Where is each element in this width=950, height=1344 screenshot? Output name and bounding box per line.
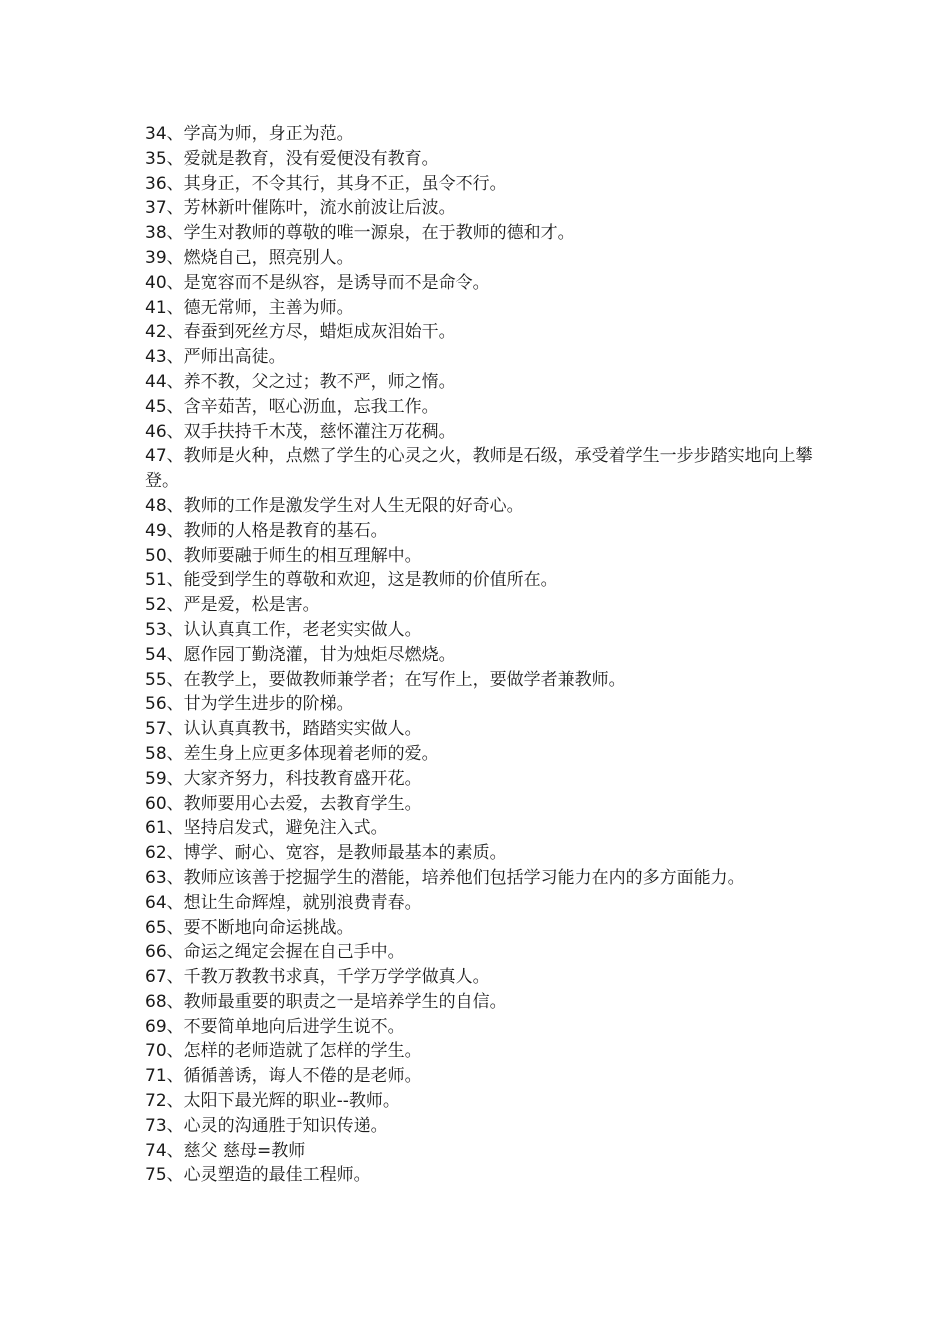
list-item: 68、教师最重要的职责之一是培养学生的自信。: [145, 991, 507, 1012]
list-item: 66、命运之绳定会握在自己手中。: [145, 942, 405, 963]
list-item: 72、太阳下最光辉的职业--教师。: [145, 1091, 400, 1112]
list-item: 44、养不教，父之过；教不严，师之惰。: [145, 371, 456, 392]
list-item: 42、春蚕到死丝方尽，蜡炬成灰泪始干。: [145, 322, 456, 343]
list-item: 38、学生对教师的尊敬的唯一源泉，在于教师的德和才。: [145, 223, 575, 244]
list-item: 73、心灵的沟通胜于知识传递。: [145, 1115, 388, 1136]
list-item: 46、双手扶持千木茂，慈怀灌注万花稠。: [145, 421, 456, 442]
list-item: 37、芳林新叶催陈叶，流水前波让后波。: [145, 198, 456, 219]
list-item: 55、在教学上，要做教师兼学者；在写作上，要做学者兼教师。: [145, 669, 626, 690]
list-item: 58、差生身上应更多体现着老师的爱。: [145, 743, 439, 764]
list-item: 47、教师是火种，点燃了学生的心灵之火，教师是石级，承受着学生一步步踏实地向上攀登。: [145, 446, 813, 492]
list-item: 49、教师的人格是教育的基石。: [145, 520, 388, 541]
list-item: 35、爱就是教育，没有爱便没有教育。: [145, 148, 439, 169]
list-item: 53、认认真真工作，老老实实做人。: [145, 619, 422, 640]
list-item: 69、不要简单地向后进学生说不。: [145, 1016, 405, 1037]
list-item: 63、教师应该善于挖掘学生的潜能，培养他们包括学习能力在内的多方面能力。: [145, 867, 745, 888]
quote-list: [145, 122, 817, 1188]
list-item: 54、愿作园丁勤浇灌，甘为烛炬尽燃烧。: [145, 644, 456, 665]
list-item: 50、教师要融于师生的相互理解中。: [145, 545, 422, 566]
list-item: 60、教师要用心去爱，去教育学生。: [145, 793, 422, 814]
list-item: 51、能受到学生的尊敬和欢迎，这是教师的价值所在。: [145, 570, 558, 591]
list-item: 74、慈父 慈母=教师: [145, 1140, 306, 1161]
list-item: 75、心灵塑造的最佳工程师。: [145, 1165, 371, 1186]
list-item: 40、是宽容而不是纵容，是诱导而不是命令。: [145, 272, 490, 293]
list-item: 48、教师的工作是激发学生对人生无限的好奇心。: [145, 495, 524, 516]
list-item: 45、含辛茹苦，呕心沥血，忘我工作。: [145, 396, 439, 417]
list-item: 70、怎样的老师造就了怎样的学生。: [145, 1041, 422, 1062]
list-item: 61、坚持启发式，避免注入式。: [145, 818, 388, 839]
list-item: 56、甘为学生进步的阶梯。: [145, 694, 354, 715]
list-item: 67、千教万教教书求真，千学万学学做真人。: [145, 967, 490, 988]
list-item: 65、要不断地向命运挑战。: [145, 917, 354, 938]
list-item: 59、大家齐努力，科技教育盛开花。: [145, 768, 422, 789]
list-item: 41、德无常师，主善为师。: [145, 297, 354, 318]
list-item: 62、博学、耐心、宽容，是教师最基本的素质。: [145, 843, 507, 864]
list-item: 39、燃烧自己，照亮别人。: [145, 247, 354, 268]
list-item: 57、认认真真教书，踏踏实实做人。: [145, 719, 422, 740]
list-item: 36、其身正，不令其行，其身不正，虽令不行。: [145, 173, 507, 194]
list-item: 34、学高为师，身正为范。: [145, 124, 354, 144]
list-item: 64、想让生命辉煌，就别浪费青春。: [145, 892, 422, 913]
list-item: 52、严是爱，松是害。: [145, 595, 320, 616]
list-item: 71、循循善诱，诲人不倦的是老师。: [145, 1066, 422, 1087]
list-item: 43、严师出高徒。: [145, 347, 286, 368]
